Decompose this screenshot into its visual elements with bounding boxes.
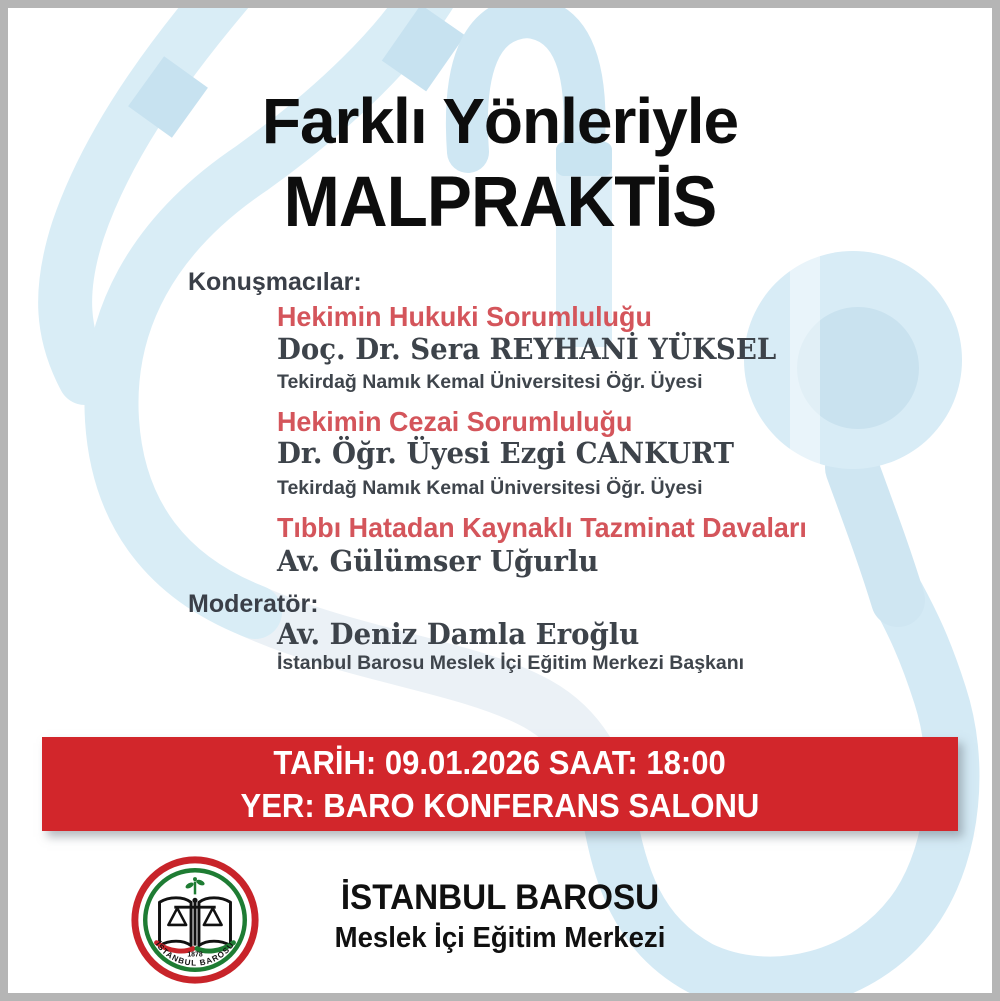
stethoscope-chest-tube xyxy=(852,468,898,600)
istanbul-barosu-logo xyxy=(126,851,264,989)
speaker-name: Dr. Öğr. Üyesi Ezgi CANKURT xyxy=(277,436,734,470)
poster-title-line2: MALPRAKTİS xyxy=(283,163,717,242)
event-info-banner xyxy=(42,737,958,831)
scales-knob xyxy=(192,898,197,903)
event-date-time: TARİH: 09.01.2026 SAAT: 18:00 xyxy=(273,744,727,781)
speaker-topic: Hekimin Hukuki Sorumluluğu xyxy=(277,301,652,332)
speaker-affiliation: Tekirdağ Namık Kemal Üniversitesi Öğr. Üyesi xyxy=(277,371,703,393)
book-left-page xyxy=(160,898,192,946)
stethoscope-highlight xyxy=(790,250,820,466)
sprout-bud xyxy=(193,877,197,881)
moderator-name: Av. Deniz Damla Eroğlu xyxy=(277,617,640,651)
speakers-label: Konuşmacılar: xyxy=(188,268,362,296)
moderator-label: Moderatör: xyxy=(188,590,319,618)
footer-department: Meslek İçi Eğitim Merkezi xyxy=(334,922,666,954)
event-venue: YER: BARO KONFERANS SALONU xyxy=(240,787,760,824)
speaker-topic: Tıbbı Hatadan Kaynaklı Tazminat Davaları xyxy=(277,512,807,543)
poster-title-line1: Farklı Yönleriyle xyxy=(261,85,739,157)
stethoscope-connector xyxy=(404,20,443,76)
logo-year: 1878 xyxy=(187,951,203,959)
speaker-affiliation: Tekirdağ Namık Kemal Üniversitesi Öğr. Üyesi xyxy=(277,477,703,499)
speaker-name: Doç. Dr. Sera REYHANİ YÜKSEL xyxy=(277,332,777,366)
logo-ring-text: İSTANBUL BAROSU xyxy=(153,940,237,968)
footer-organization: İSTANBUL BAROSU xyxy=(340,878,660,917)
book-right-page xyxy=(199,898,231,946)
speaker-name: Av. Gülümser Uğurlu xyxy=(277,544,599,578)
speaker-topic: Hekimin Cezai Sorumluluğu xyxy=(277,406,633,437)
moderator-affiliation: İstanbul Barosu Meslek İçi Eğitim Merkezi Başkanı xyxy=(277,652,745,674)
